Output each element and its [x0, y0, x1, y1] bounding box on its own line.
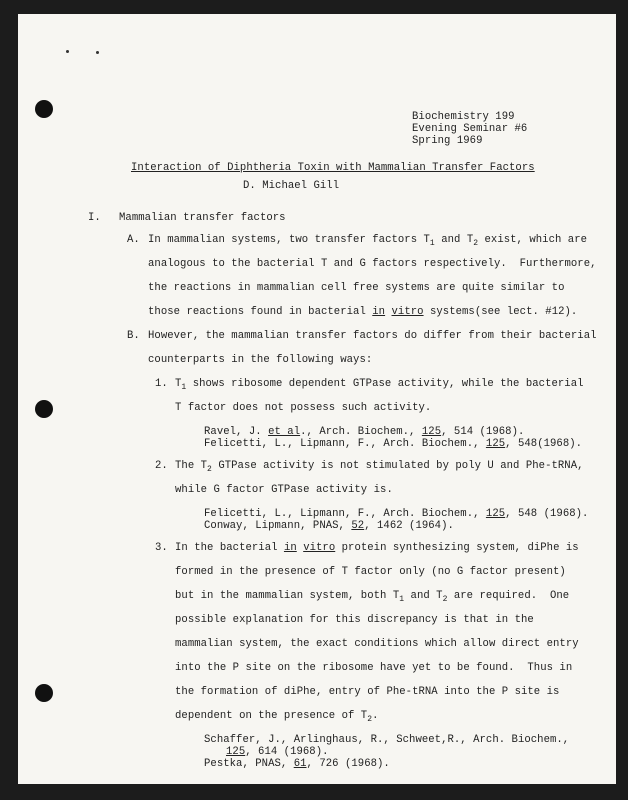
punch-hole-top: [35, 100, 53, 118]
item-b-line-1: However, the mammalian transfer factors do differ from their bacterial: [148, 330, 597, 342]
point-3-reference-1-cont: 125, 614 (1968).: [226, 746, 329, 758]
item-a-line-3: the reactions in mammalian cell free systems are quite similar to: [148, 282, 565, 294]
point-3-number: 3.: [155, 542, 168, 554]
point-3-line-1: In the bacterial in vitro protein synthesizing system, diPhe is: [175, 542, 579, 554]
point-3-line-3: but in the mammalian system, both $T_1$ and $T_2$ are required. One: [175, 590, 570, 604]
point-1-reference-1: Ravel, J. et al., Arch. Biochem., 125, 514 (1968).: [204, 426, 525, 438]
header-course: Biochemistry 199: [412, 111, 515, 123]
point-3-line-6: into the P site on the ribosome have yet to be found. Thus in: [175, 662, 573, 674]
header-seminar: Evening Seminar #6: [412, 123, 528, 135]
point-2-reference-2: Conway, Lipmann, PNAS, 52, 1462 (1964).: [204, 520, 454, 532]
document-author: D. Michael Gill: [243, 180, 340, 192]
item-a-line-2: analogous to the bacterial T and G factors respectively. Furthermore,: [148, 258, 597, 270]
point-3-line-2: formed in the presence of T factor only (no G factor present): [175, 566, 566, 578]
point-3-line-4: possible explanation for this discrepancy is that in the: [175, 614, 534, 626]
point-3-reference-1: Schaffer, J., Arlinghaus, R., Schweet,R., Arch. Biochem.,: [204, 734, 570, 746]
header-term: Spring 1969: [412, 135, 483, 147]
point-2-line-1: The $T_2$ GTPase activity is not stimulated by poly U and Phe-tRNA,: [175, 460, 584, 474]
point-1-line-1: $T_1$ shows ribosome dependent GTPase activity, while the bacterial: [175, 378, 584, 392]
item-a-letter: A.: [127, 234, 140, 246]
item-a-line-4: those reactions found in bacterial in vitro systems(see lect. #12).: [148, 306, 578, 318]
point-2-line-2: while G factor GTPase activity is.: [175, 484, 393, 496]
point-3-reference-2: Pestka, PNAS, 61, 726 (1968).: [204, 758, 390, 770]
item-b-line-2: counterparts in the following ways:: [148, 354, 373, 366]
item-a-line-1: In mammalian systems, two transfer factors $T_1$ and $T_2$ exist, which are: [148, 234, 588, 248]
point-1-number: 1.: [155, 378, 168, 390]
paper-speck: [96, 51, 99, 54]
item-b-letter: B.: [127, 330, 140, 342]
document-page: [18, 14, 616, 784]
document-title: Interaction of Diphtheria Toxin with Mammalian Transfer Factors: [131, 162, 535, 174]
point-2-number: 2.: [155, 460, 168, 472]
section-i-number: I.: [88, 212, 101, 224]
point-3-line-7: the formation of diPhe, entry of Phe-tRNA into the P site is: [175, 686, 560, 698]
point-2-reference-1: Felicetti, L., Lipmann, F., Arch. Biochem., 125, 548 (1968).: [204, 508, 589, 520]
section-i-heading: Mammalian transfer factors: [119, 212, 286, 224]
point-3-line-8: dependent on the presence of $T_2$.: [175, 710, 379, 724]
point-1-line-2: T factor does not possess such activity.: [175, 402, 432, 414]
point-3-line-5: mammalian system, the exact conditions which allow direct entry: [175, 638, 579, 650]
punch-hole-bottom: [35, 684, 53, 702]
punch-hole-middle: [35, 400, 53, 418]
point-1-reference-2: Felicetti, L., Lipmann, F., Arch. Biochem., 125, 548(1968).: [204, 438, 583, 450]
paper-speck: [66, 50, 69, 53]
